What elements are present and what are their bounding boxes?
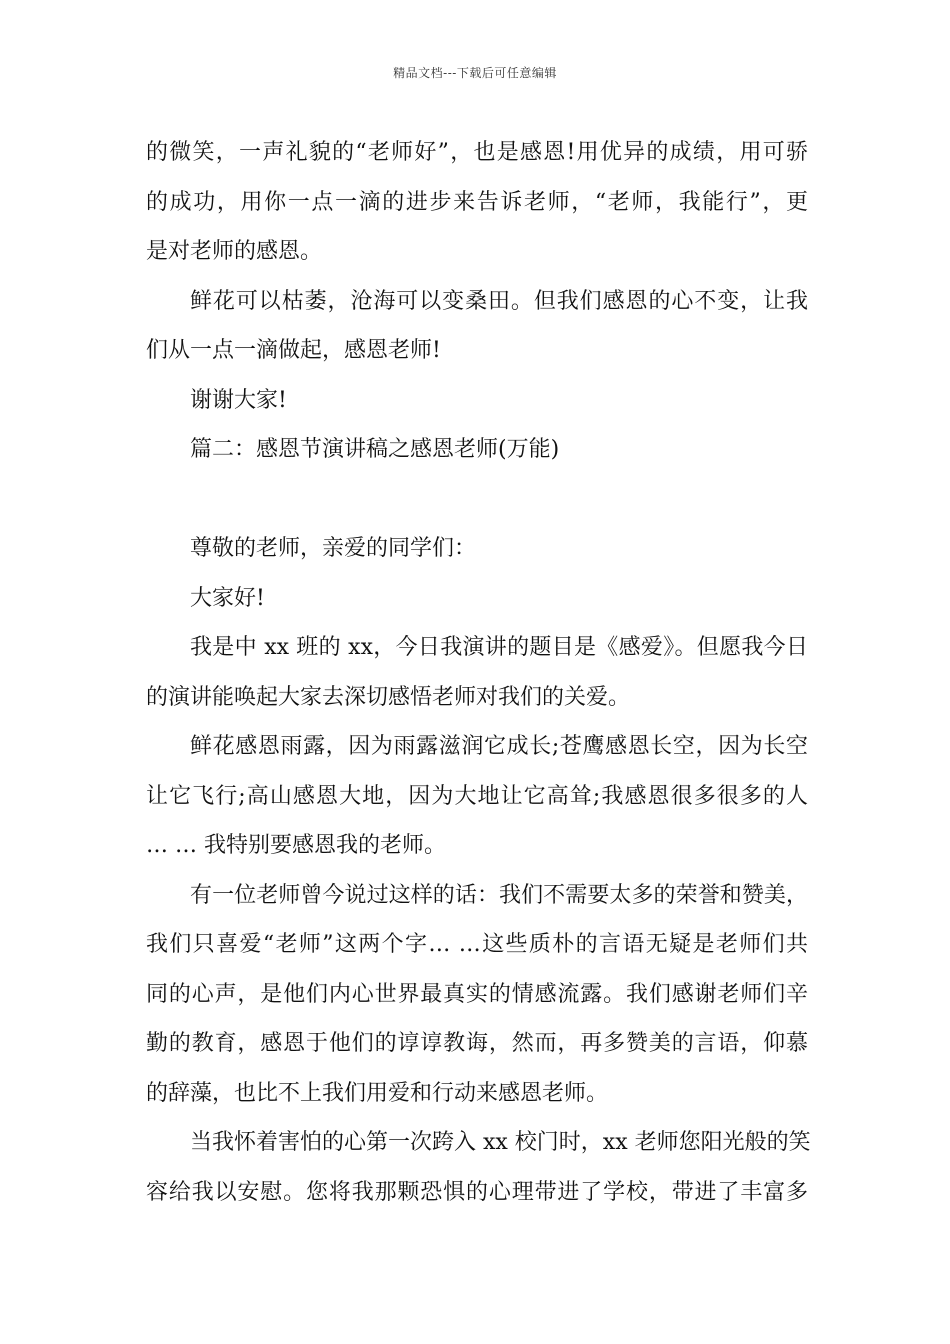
text-line: 的辞藻，也比不上我们用爱和行动来感恩老师。 [146,1080,609,1106]
blank-line [146,475,808,525]
text-line: 勤的教育，感恩于他们的谆谆教诲，然而，再多赞美的言语，仰慕 [146,1031,808,1056]
greeting-line: 大家好! [190,585,265,611]
text-line: 的成功，用你一点一滴的进步来告诉老师，“老师，我能行”，更 [146,189,808,215]
text-line: 容给我以安慰。您将我那颗恐惧的心理带进了学校，带进了丰富多 [146,1179,808,1205]
paragraph-start-line: 我是中 xx 班的 xx，今日我演讲的题目是《感爱》。但愿我今日 [190,635,808,660]
text-line: … … 我特别要感恩我的老师。 [146,833,446,858]
section-heading: 篇二：感恩节演讲稿之感恩老师(万能) [190,437,560,462]
paragraph-start-line: 鲜花感恩雨露，因为雨露滋润它成长;苍鹰感恩长空，因为长空 [190,734,808,759]
text-line: 的演讲能唤起大家去深切感悟老师对我们的关爱。 [146,684,631,710]
text-line: 我们只喜爱“老师”这两个字… …这些质朴的言语无疑是老师们共 [146,932,808,957]
paragraph-start-line: 谢谢大家! [190,387,287,413]
text-line: 是对老师的感恩。 [146,239,323,264]
page-header: 精品文档---下载后可任意编辑 [393,66,557,80]
document-body [146,128,811,1217]
paragraph-start-line: 鲜花可以枯萎，沧海可以变桑田。但我们感恩的心不变，让我 [190,288,808,314]
salutation-line: 尊敬的老师，亲爱的同学们： [190,536,477,561]
text-line: 让它飞行;高山感恩大地，因为大地让它高耸;我感恩很多很多的人 [146,783,808,809]
paragraph-start-line: 当我怀着害怕的心第一次跨入 xx 校门时，xx 老师您阳光般的笑 [190,1130,811,1155]
text-line: 们从一点一滴做起，感恩老师! [146,338,441,363]
text-line: 的微笑，一声礼貌的“老师好”，也是感恩!用优异的成绩，用可骄 [146,140,808,165]
text-line: 同的心声，是他们内心世界最真实的情感流露。我们感谢老师们辛 [146,981,808,1007]
paragraph-start-line: 有一位老师曾今说过这样的话：我们不需要太多的荣誉和赞美， [190,882,808,908]
